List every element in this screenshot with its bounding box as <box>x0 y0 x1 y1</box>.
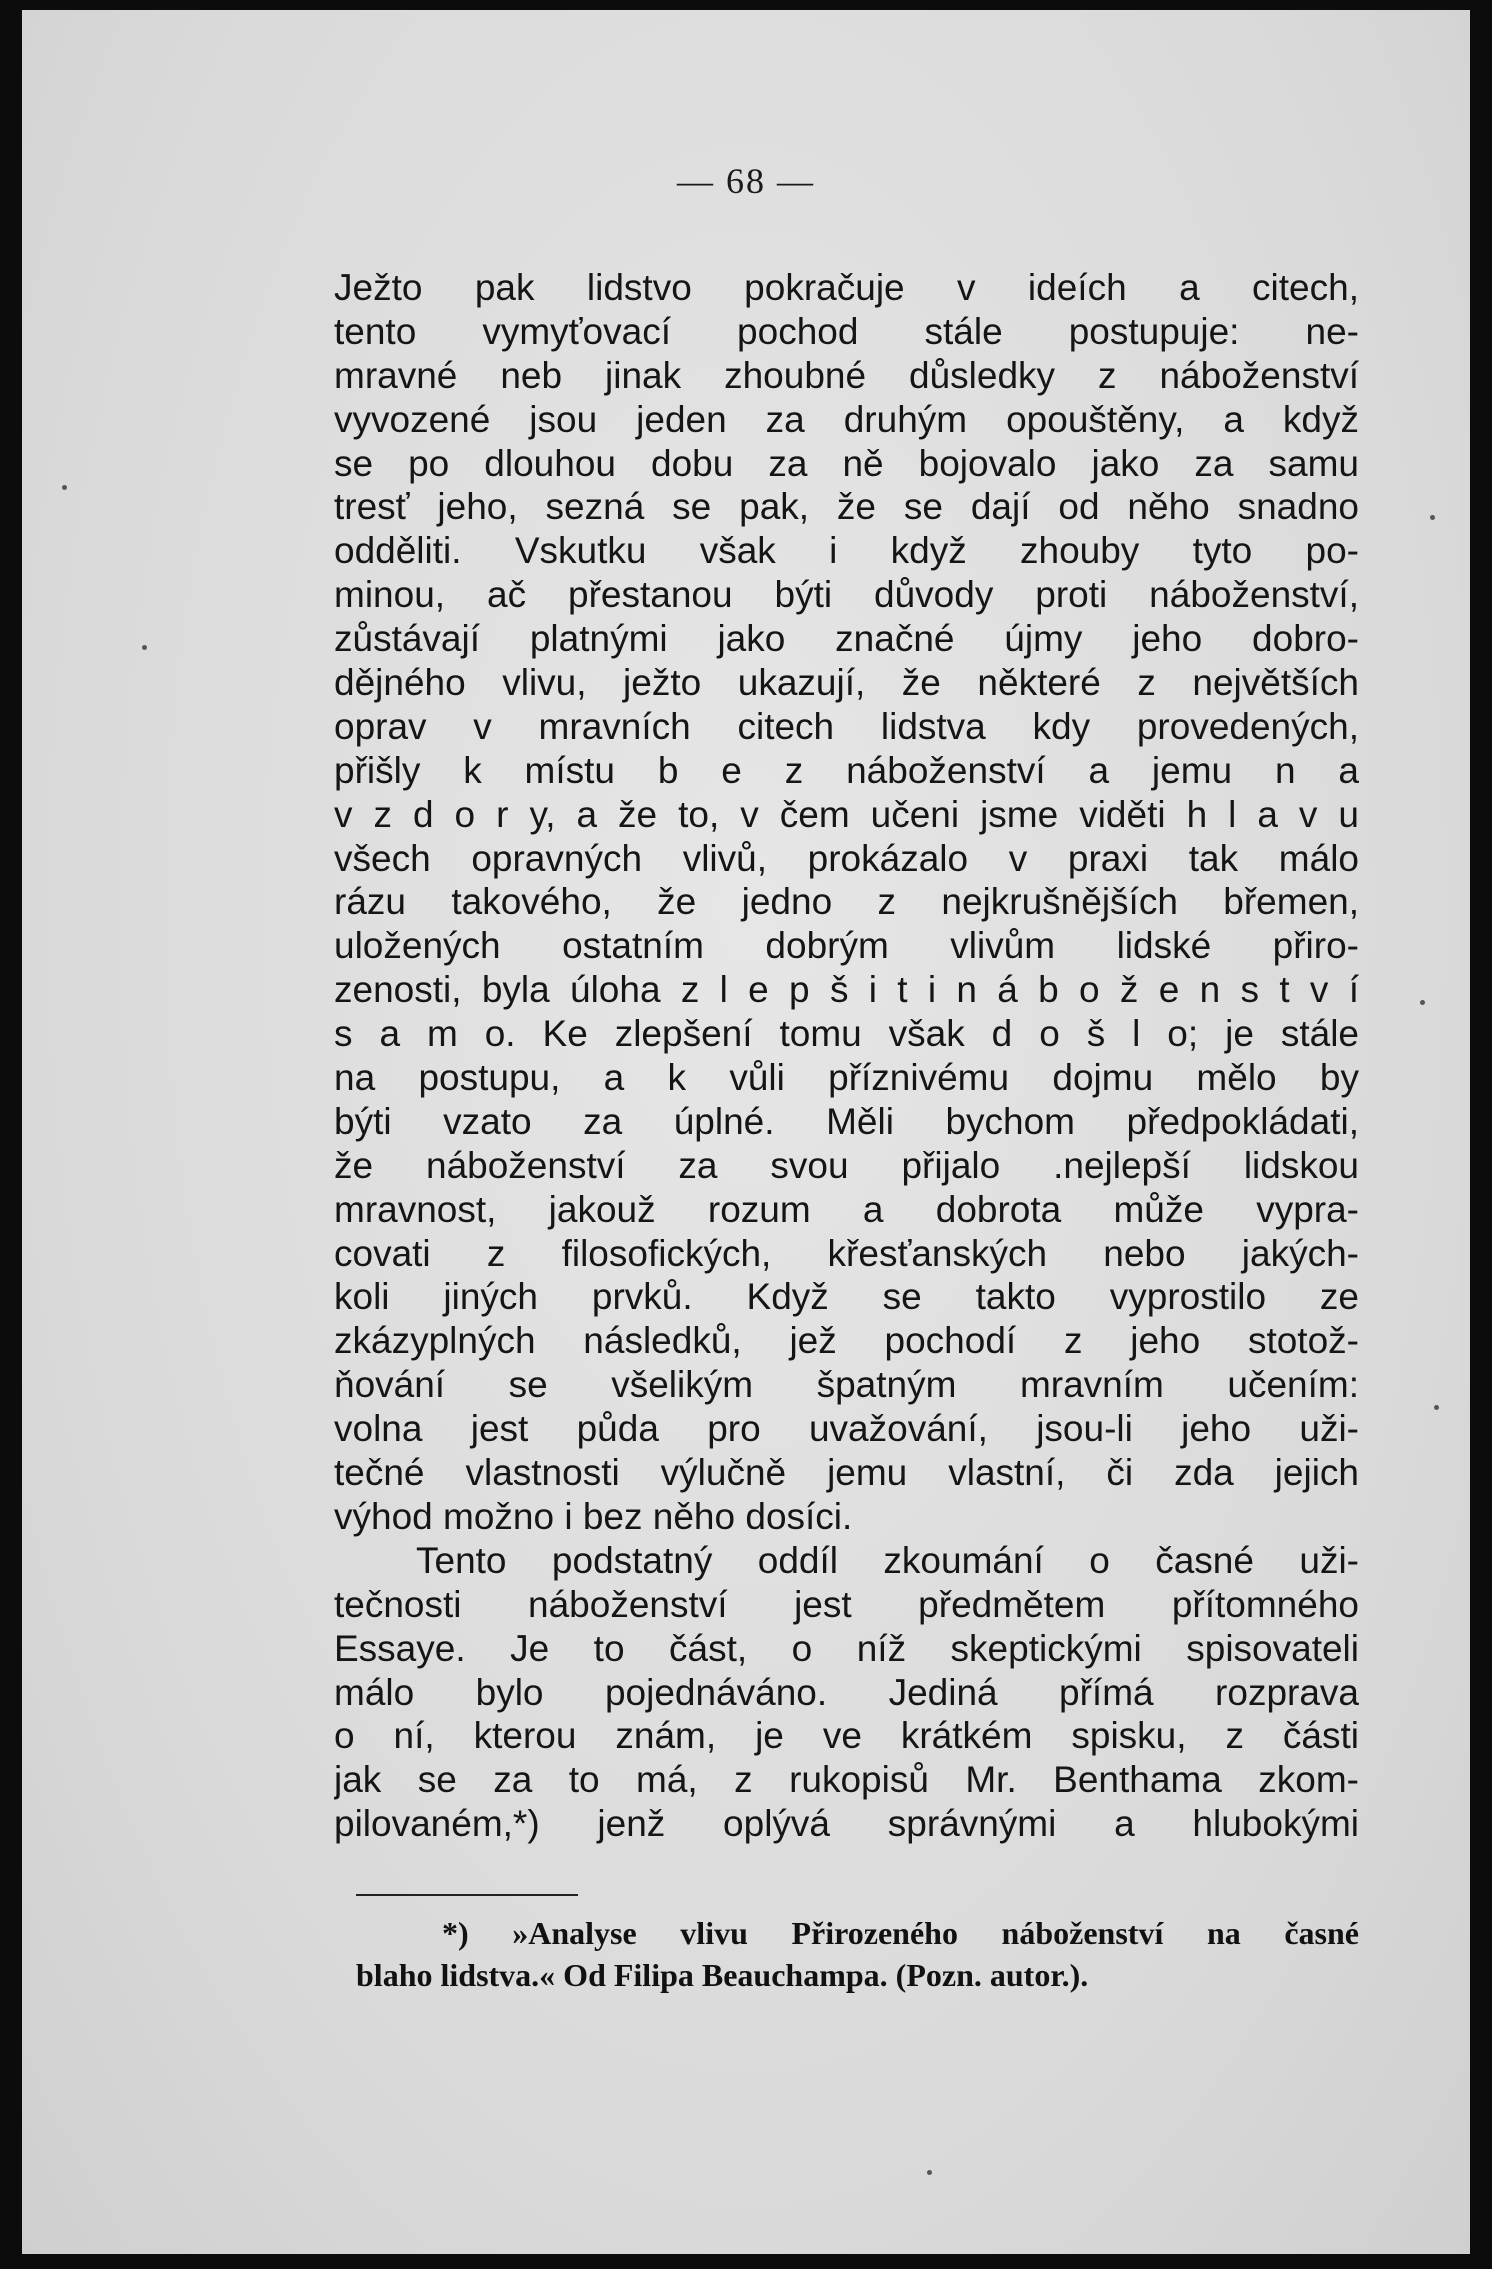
text-line: zenosti, byla úloha z l e p š i t i n á b o ž e n s t v í <box>334 969 1359 1011</box>
text-line: ňování se všelikým špatným mravním učením: <box>334 1364 1359 1406</box>
text-line: o ní, kterou znám, je ve krátkém spisku, z části <box>334 1715 1359 1757</box>
text-line: mravnost, jakouž rozum a dobrota může vypra- <box>334 1188 1359 1230</box>
text-line: zkázyplných následků, jež pochodí z jeho stotož- <box>334 1320 1359 1362</box>
text-line: volna jest půda pro uvažování, jsou-li jeho uži- <box>334 1408 1359 1450</box>
scan-speck <box>1430 515 1435 520</box>
text-line: dějného vlivu, ježto ukazují, že některé z největších <box>334 662 1359 704</box>
text-line: výhod možno i bez něho dosíci. <box>334 1495 853 1537</box>
text-line: vyvozené jsou jeden za druhým opouštěny, a když <box>334 398 1359 440</box>
text-line: na postupu, a k vůli příznivému dojmu mělo by <box>334 1057 1359 1099</box>
book-page <box>22 10 1470 2254</box>
scan-speck <box>1434 1405 1439 1410</box>
text-line: minou, ač přestanou býti důvody proti náboženství, <box>334 574 1359 616</box>
text-line: Tento podstatný oddíl zkoumání o časné uži- <box>416 1539 1359 1581</box>
text-line: zůstávají platnými jako značné újmy jeho dobro- <box>334 618 1359 660</box>
text-line: tečnosti náboženství jest předmětem přítomného <box>334 1583 1359 1625</box>
text-line: rázu takového, že jedno z nejkrušnějších břemen, <box>334 881 1359 923</box>
text-line: Ježto pak lidstvo pokračuje v ideích a citech, <box>334 267 1359 308</box>
text-line: mravné neb jinak zhoubné důsledky z náboženství <box>334 354 1359 396</box>
text-line: tento vymyťovací pochod stále postupuje: ne- <box>334 310 1359 352</box>
text-line: býti vzato za úplné. Měli bychom předpokládati, <box>334 1100 1359 1142</box>
text-line: tresť jeho, sezná se pak, že se dají od něho snadno <box>334 486 1359 528</box>
text-line: pilovaném,*) jenž oplývá správnými a hlubokými <box>334 1803 1359 1845</box>
body-text <box>334 266 1359 1846</box>
text-line: se po dlouhou dobu za ně bojovalo jako za samu <box>334 442 1359 484</box>
footnote-line: blaho lidstva.« Od Filipa Beauchampa. (Pozn. autor.). <box>356 1957 1089 1993</box>
scan-speck <box>1420 1000 1425 1005</box>
text-line: Essaye. Je to část, o níž skeptickými spisovateli <box>334 1627 1359 1669</box>
text-line: v z d o r y, a že to, v čem učeni jsme viděti h l a v u <box>334 793 1359 835</box>
footnote-divider <box>356 1894 578 1896</box>
footnote <box>356 1912 1359 1996</box>
text-line: koli jiných prvků. Když se takto vyprostilo ze <box>334 1276 1359 1318</box>
scan-speck <box>927 2170 932 2175</box>
text-line: všech opravných vlivů, prokázalo v praxi tak málo <box>334 837 1359 879</box>
text-line: že náboženství za svou přijalo .nejlepší lidskou <box>334 1144 1359 1186</box>
text-line: covati z filosofických, křesťanských nebo jakých- <box>334 1232 1359 1274</box>
text-line: jak se za to má, z rukopisů Mr. Benthama zkom- <box>334 1759 1359 1801</box>
text-line: tečné vlastnosti výlučně jemu vlastní, či zda jejich <box>334 1452 1359 1494</box>
text-line: přišly k místu b e z náboženství a jemu n a <box>334 749 1359 791</box>
text-line: uložených ostatním dobrým vlivům lidské přiro- <box>334 925 1359 967</box>
text-line: málo bylo pojednáváno. Jediná přímá rozprava <box>334 1671 1359 1713</box>
text-line: odděliti. Vskutku však i když zhouby tyto po- <box>334 530 1359 572</box>
page-number: — 68 — <box>677 161 815 201</box>
text-line: oprav v mravních citech lidstva kdy provedených, <box>334 705 1359 747</box>
scan-speck <box>62 485 67 490</box>
footnote-line: *) »Analyse vlivu Přirozeného náboženství na časné <box>442 1915 1359 1951</box>
text-line: s a m o. Ke zlepšení tomu však d o š l o; je stále <box>334 1013 1359 1055</box>
scan-speck <box>142 645 147 650</box>
